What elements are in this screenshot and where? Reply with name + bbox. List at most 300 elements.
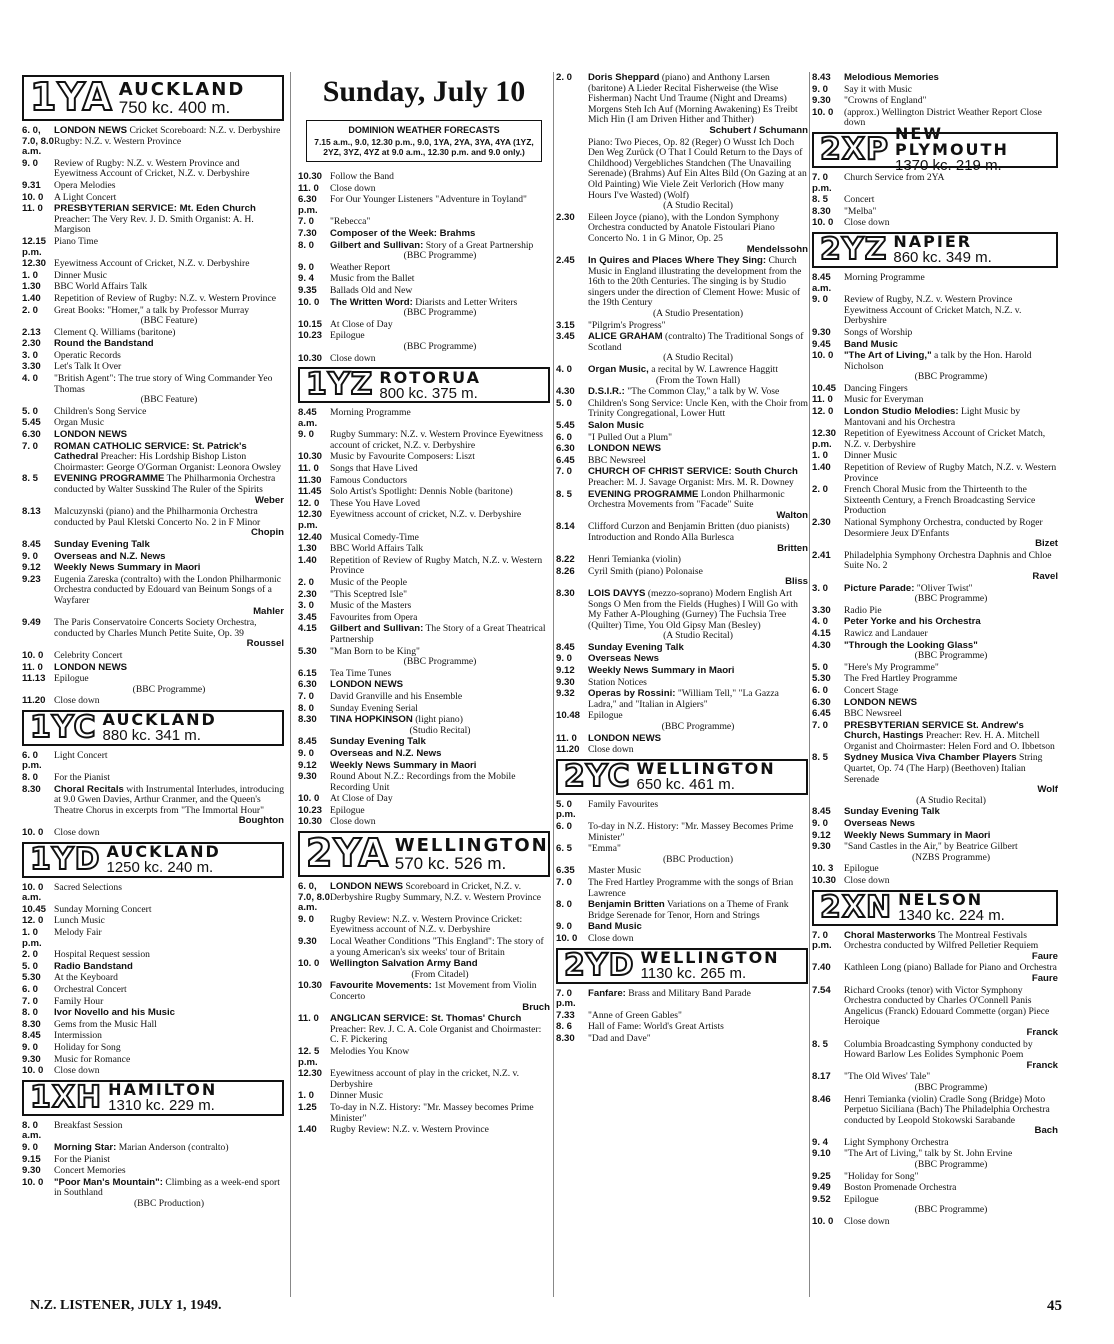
- programme-time: 2.30: [298, 588, 317, 600]
- programme-body: [330, 590, 550, 601]
- programme-credit: (A Studio Presentation): [652, 308, 744, 320]
- programme-details: Musical Comedy-Time: [330, 531, 419, 543]
- programme-entry: [22, 985, 284, 996]
- programme-entry: [298, 320, 550, 331]
- programme-time: 4.30: [556, 386, 575, 398]
- programme-body: [588, 666, 808, 677]
- programme-entry: [812, 641, 1058, 662]
- programme-details: "Holiday for Song": [844, 1170, 919, 1182]
- programme-body: [330, 544, 550, 555]
- programme-time: 9.12: [22, 562, 41, 574]
- programme-title: LONDON NEWS: [330, 679, 404, 691]
- programme-entry: [298, 817, 550, 828]
- programme-details: Close down: [54, 695, 100, 707]
- programme-credit: (NZBS Programme): [911, 851, 991, 863]
- programme-entry: [298, 692, 550, 703]
- programme-entry: [556, 456, 808, 467]
- programme-body: [588, 444, 808, 455]
- programme-details: Morning Programme: [330, 407, 411, 419]
- programme-time: 11. 0: [556, 732, 577, 744]
- programme-credit: (BBC Programme): [914, 371, 988, 383]
- programme-entry: [22, 339, 284, 350]
- programme-body: [330, 749, 550, 760]
- programme-entry: [812, 931, 1058, 963]
- programme-body: [330, 1091, 550, 1102]
- programme-body: [54, 507, 284, 539]
- programme-entry: [556, 365, 808, 386]
- weather-title: DOMINION WEATHER FORECASTS: [348, 125, 500, 135]
- programme-time: 9.49: [812, 1182, 831, 1194]
- programme-body: [844, 207, 1058, 218]
- programme-credit: (A Studio Recital): [663, 352, 733, 364]
- programme-details: Epilogue: [330, 330, 365, 342]
- programme-details: For Our Younger Listeners "Adventure in Toyland": [330, 194, 527, 206]
- station-city: WELLINGTON: [640, 948, 780, 968]
- programme-time: 8. 5: [812, 752, 829, 764]
- programme-entry: [22, 928, 284, 949]
- programme-body: [330, 1069, 550, 1090]
- programme-composer: Weber: [254, 494, 284, 506]
- programme-body: [54, 294, 284, 305]
- programme-body: [588, 399, 808, 420]
- programme-time: 9. 0: [22, 157, 39, 169]
- programme-time: 11. 0: [22, 203, 43, 215]
- column-3: [556, 72, 808, 1045]
- programme-entry: [298, 184, 550, 195]
- programme-entry: [556, 745, 808, 756]
- programme-details: Preacher: His Lordship Bishop Liston Choirmaster: George O'Gorman Organist: Leonora Owsley: [54, 451, 282, 473]
- programme-details: "Crowns of England": [844, 95, 927, 107]
- programme-entry: [298, 229, 550, 240]
- programme-composer: Bach: [1034, 1125, 1058, 1137]
- programme-credit: (BBC Feature): [140, 315, 198, 327]
- programme-entry: [298, 613, 550, 624]
- programme-entry: [298, 624, 550, 645]
- programme-time: 10.30: [298, 352, 323, 364]
- programme-body: [588, 934, 808, 945]
- programme-title: LONDON NEWS: [54, 661, 128, 673]
- programme-time: 10. 0: [22, 1176, 44, 1188]
- programme-details: Close down: [588, 932, 634, 944]
- station-city: NAPIER: [893, 232, 973, 252]
- programme-body: [588, 522, 808, 554]
- programme-entry: [298, 172, 550, 183]
- programme-body: [54, 126, 284, 158]
- programme-details: Cyril Smith (piano) Polonaise: [588, 565, 703, 577]
- programme-time: 4. 0: [22, 373, 39, 385]
- station-header: [556, 759, 808, 795]
- programme-time: 10. 0: [812, 1216, 834, 1228]
- programme-details: Preacher: The Very Rev. J. D. Smith Organist: A. H. Margison: [54, 213, 254, 236]
- programme-details: "Sand Castles in the Air," by Beatrice Gilbert: [844, 841, 1018, 853]
- programme-details: Preacher: Rev. J. C. A. Cole Organist and Choirmaster: C. F. Pickering: [330, 1023, 542, 1046]
- programme-details: National Symphony Orchestra, conducted by Roger Desormiere Jeux D'Enfants: [844, 517, 1043, 539]
- programme-body: [844, 485, 1058, 517]
- programme-time: 9. 0: [556, 921, 573, 933]
- programme-time: 3. 0: [22, 349, 39, 361]
- programme-entry: [22, 540, 284, 551]
- station-details: [377, 369, 548, 401]
- programme-entry: [812, 273, 1058, 294]
- programme-entry: [298, 1014, 550, 1046]
- programme-time: 7. 0: [298, 690, 315, 702]
- programme-list: [812, 73, 1058, 129]
- programme-details: Concert Memories: [54, 1165, 126, 1177]
- programme-entry: [298, 286, 550, 297]
- programme-title: Weekly News Summary in Maori: [844, 829, 991, 841]
- programme-details: Henri Temianka (violin): [588, 554, 681, 566]
- programme-time: 9. 4: [812, 1136, 829, 1148]
- programme-entry: [298, 1125, 550, 1136]
- programme-title: "Poor Man's Mountain":: [54, 1176, 163, 1188]
- programme-body: [844, 864, 1058, 875]
- programme-entry: [22, 374, 284, 406]
- station-frequency: 1310 kc. 229 m.: [108, 1097, 215, 1115]
- station-city: NEW PLYMOUTH: [895, 124, 1009, 160]
- programme-details: Holiday for Song: [54, 1041, 121, 1053]
- programme-title: Gilbert and Sullivan:: [330, 239, 424, 251]
- programme-title: Fanfare:: [588, 987, 626, 999]
- programme-details: Gems from the Music Hall: [54, 1018, 157, 1030]
- programme-time: 2. 0: [22, 304, 39, 316]
- programme-entry: [556, 989, 808, 1010]
- programme-entry: [22, 773, 284, 784]
- programme-body: [330, 499, 550, 510]
- station-frequency: 650 kc. 461 m.: [636, 776, 735, 794]
- station-callsign: 2YD: [564, 947, 635, 983]
- programme-entry: [298, 298, 550, 319]
- programme-entry: [812, 963, 1058, 984]
- programme-time: 8. 5: [556, 488, 573, 500]
- programme-entry: [556, 922, 808, 933]
- programme-time: 8.45 a.m.: [812, 271, 832, 294]
- programme-time: 10. 0: [22, 191, 44, 203]
- programme-list: [22, 883, 284, 1077]
- programme-time: 11.30: [298, 474, 322, 486]
- station-details: [105, 844, 283, 876]
- station-callsign: 1YC: [30, 709, 97, 745]
- programme-details: To-day in N.Z. History: "Mr. Massey Becomes Prime Minister": [588, 821, 794, 843]
- programme-time: 8.30: [22, 783, 41, 795]
- programme-time: 10.30: [298, 980, 323, 992]
- programme-body: [54, 1020, 284, 1031]
- programme-entry: [812, 1040, 1058, 1072]
- programme-time: 12.30 p.m.: [298, 509, 323, 532]
- programme-time: 7.54: [812, 984, 831, 996]
- programme-time: 8.17: [812, 1071, 831, 1083]
- programme-details: Boston Promenade Orchestra: [844, 1182, 957, 1194]
- programme-time: 7.40: [812, 962, 831, 974]
- programme-entry: [556, 73, 808, 137]
- programme-entry: [556, 1022, 808, 1033]
- programme-details: Richard Crooks (tenor) with Victor Symphony Orchestra conducted by Charles O'Connell Panis Angelicus (Franck) Edouard Commette (organ) Piece Heroique: [844, 984, 1050, 1028]
- programme-time: 10.23: [298, 804, 323, 816]
- programme-time: 11. 0: [298, 463, 319, 475]
- programme-credit: (BBC Programme): [661, 721, 735, 733]
- programme-details: Epilogue: [844, 1193, 879, 1205]
- programme-body: [844, 807, 1058, 818]
- programme-details: Morning Programme: [844, 271, 925, 283]
- programme-body: [54, 1155, 284, 1166]
- programme-details: Henri Temianka (violin) Cradle Song (Bridge) Moto Perpetuo Siciliana (Bach) The Philadelphia Orchestra conducted by Leopold Stokowski Sarabande: [844, 1093, 1050, 1126]
- programme-entry: [22, 663, 284, 674]
- programme-details: BBC Newsreel: [588, 454, 646, 466]
- programme-details: London Philharmonic Orchestra Movements from "Facade" Suite: [588, 488, 785, 511]
- programme-title: Band Music: [844, 338, 898, 350]
- programme-entry: [298, 499, 550, 510]
- programme-entry: [556, 900, 808, 921]
- programme-body: [54, 651, 284, 662]
- programme-details: Concert Stage: [844, 684, 899, 696]
- programme-details: Hall of Fame: World's Great Artists: [588, 1021, 724, 1033]
- programme-entry: [812, 674, 1058, 685]
- station-header: [22, 710, 284, 746]
- programme-entry: [556, 800, 808, 821]
- programme-time: 11. 0: [22, 661, 43, 673]
- station-frequency: 880 kc. 341 m.: [102, 727, 201, 745]
- programme-details: Eyewitness account of cricket, N.Z. v. Derbyshire: [330, 509, 522, 521]
- programme-body: [54, 916, 284, 927]
- station-header: [22, 1080, 284, 1116]
- column-4: [812, 72, 1058, 1228]
- programme-details: 1st Movement from Violin Concerto: [330, 980, 537, 1002]
- programme-body: [330, 195, 550, 216]
- station-callsign: 2XP: [820, 131, 889, 167]
- programme-entry: [298, 544, 550, 555]
- programme-time: 8.22: [556, 554, 575, 566]
- programme-credit: (BBC Programme): [403, 656, 477, 668]
- station-frequency: 1130 kc. 265 m.: [640, 965, 747, 983]
- programme-body: [330, 794, 550, 805]
- footer-publication: N.Z. LISTENER, JULY 1, 1949.: [30, 1298, 222, 1313]
- programme-list: [22, 751, 284, 839]
- programme-time: 9. 0: [22, 1141, 39, 1153]
- programme-time: 11. 0: [298, 182, 319, 194]
- programme-time: 6.30: [22, 429, 41, 441]
- programme-body: [330, 578, 550, 589]
- programme-time: 1. 0: [812, 450, 829, 462]
- programme-body: [54, 828, 284, 839]
- programme-entry: [22, 950, 284, 961]
- programme-entry: [556, 321, 808, 332]
- programme-entry: [556, 711, 808, 732]
- programme-details: The Story of a Great Theatrical Partnership: [330, 623, 546, 645]
- programme-body: [844, 842, 1058, 863]
- programme-time: 6. 0: [556, 821, 573, 832]
- programme-entry: [812, 842, 1058, 863]
- programme-details: Celebrity Concert: [54, 649, 123, 661]
- programme-details: Philadelphia Symphony Orchestra Daphnis and Chloe Suite No. 2: [844, 549, 1052, 572]
- programme-credit: (BBC Programme): [914, 1159, 988, 1171]
- programme-details: Close down: [844, 217, 890, 229]
- programme-body: [588, 73, 808, 137]
- programme-details: "Here's My Programme": [844, 661, 939, 673]
- programme-time: 8. 6: [556, 1021, 573, 1033]
- programme-entry: [22, 328, 284, 339]
- programme-entry: [298, 487, 550, 498]
- programme-time: 9.30: [22, 1165, 41, 1177]
- programme-time: 8. 0: [556, 899, 573, 911]
- programme-details: Family Favourites: [588, 798, 659, 810]
- programme-entry: [22, 237, 284, 258]
- programme-details: (light piano): [415, 714, 463, 726]
- programme-entry: [556, 522, 808, 554]
- programme-entry: [812, 663, 1058, 674]
- weather-forecast-box: [306, 120, 542, 162]
- programme-body: [54, 674, 284, 695]
- programme-body: [844, 1040, 1058, 1072]
- programme-list: [812, 273, 1058, 887]
- programme-title: Round the Bandstand: [54, 338, 154, 350]
- programme-time: 2.45: [556, 255, 575, 267]
- programme-list: [556, 73, 808, 756]
- programme-entry: [22, 351, 284, 362]
- programme-body: [54, 883, 284, 904]
- station-callsign: 1YD: [30, 841, 101, 877]
- programme-details: Epilogue: [844, 863, 879, 875]
- programme-entry: [812, 451, 1058, 462]
- programme-entry: [812, 295, 1058, 327]
- programme-entry: [22, 1155, 284, 1166]
- programme-time: 6.15: [298, 667, 317, 679]
- programme-body: [844, 351, 1058, 383]
- station-frequency: 1340 kc. 224 m.: [898, 907, 1005, 925]
- programme-entry: [812, 340, 1058, 351]
- programme-title: Composer of the Week: Brahms: [330, 227, 476, 239]
- programme-body: [54, 962, 284, 973]
- programme-entry: [298, 737, 550, 748]
- column-2: [298, 72, 550, 1136]
- programme-time: 7.30: [298, 227, 317, 239]
- programme-body: [330, 286, 550, 297]
- programme-title: Weekly News Summary in Maori: [330, 759, 477, 771]
- programme-details: Piano: Two Pieces, Op. 82 (Reger) O Wusst Ich Doch Den Weg Zurück (O That I Could Return to the Days of Childhood) Vergebliches Standchen (The Unavailing Serenade) (Brahms) Auf Ein Altes Bild (On Gazing at an Old Painting) Wie Viele Zeit Verlorich (How many Hours I've Wasted) (Wolf): [588, 136, 807, 201]
- programme-entry: [22, 1031, 284, 1042]
- programme-body: [54, 928, 284, 949]
- station-city: AUCKLAND: [118, 78, 246, 100]
- programme-time: 2. 0: [298, 577, 315, 588]
- programme-entry: [22, 126, 284, 158]
- programme-entry: [298, 556, 550, 577]
- programme-time: 5. 0 p.m.: [556, 798, 576, 821]
- programme-details: Tea Time Tunes: [330, 667, 392, 679]
- programme-body: [588, 689, 808, 710]
- programme-time: 8. 5: [22, 473, 39, 485]
- programme-body: [54, 442, 284, 474]
- programme-title: LONDON NEWS: [54, 125, 128, 136]
- programme-details: Eyewitness account of play in the cricket, N.Z. v. Derbyshire: [330, 1068, 520, 1090]
- column-1: [22, 72, 284, 1209]
- programme-details: a talk by the Hon. Harold Nicholson: [844, 350, 1032, 372]
- programme-details: Close down: [330, 352, 376, 364]
- programme-details: These You Have Loved: [330, 497, 421, 509]
- programme-body: [330, 882, 550, 914]
- programme-composer: Franck: [1026, 1026, 1058, 1038]
- station-header: [22, 75, 284, 121]
- programme-body: [588, 989, 808, 1010]
- programme-entry: [812, 218, 1058, 229]
- programme-time: 9. 4: [298, 273, 315, 285]
- programme-time: 9.32: [556, 688, 575, 700]
- programme-details: The Paris Conservatoire Concerts Society Orchestra, conducted by Charles Munch Petite Suite, Op. 39: [54, 617, 257, 639]
- programme-credit: (BBC Programme): [403, 340, 477, 352]
- programme-entry: [298, 1091, 550, 1102]
- programme-time: 4. 0: [556, 364, 573, 376]
- programme-details: Close down: [330, 182, 376, 194]
- programme-body: [844, 663, 1058, 674]
- programme-body: [844, 73, 1058, 84]
- station-details: [393, 833, 549, 875]
- programme-details: Clement Q. Williams (baritone): [54, 326, 176, 338]
- programme-time: 8.30: [556, 1032, 575, 1044]
- programme-details: "I Pulled Out a Plum": [588, 431, 673, 443]
- programme-body: [330, 915, 550, 936]
- programme-entry: [812, 85, 1058, 96]
- programme-title: TINA HOPKINSON: [330, 714, 413, 726]
- programme-entry: [22, 474, 284, 506]
- programme-body: [844, 1172, 1058, 1183]
- programme-entry: [812, 195, 1058, 206]
- programme-title: ALICE GRAHAM: [588, 331, 663, 343]
- programme-title: Favourite Movements:: [330, 980, 432, 992]
- programme-title: EVENING PROGRAMME: [588, 488, 699, 500]
- programme-details: Close down: [54, 1065, 100, 1077]
- programme-time: 9.49: [22, 617, 41, 629]
- programme-time: 8. 0 a.m.: [22, 1119, 42, 1142]
- programme-entry: [556, 878, 808, 899]
- programme-entry: [556, 387, 808, 398]
- station-details: [635, 761, 806, 793]
- programme-credit: (BBC Production): [133, 1197, 205, 1209]
- programme-entry: [22, 751, 284, 772]
- programme-entry: [812, 1138, 1058, 1149]
- programme-body: [588, 213, 808, 255]
- programme-time: 10.45: [22, 903, 47, 915]
- programme-details: BBC World Affairs Talk: [54, 281, 148, 293]
- programme-time: 8.14: [556, 521, 575, 533]
- programme-details: Ballads Old and New: [330, 284, 413, 296]
- programme-time: 6.30 p.m.: [298, 194, 318, 216]
- programme-time: 7. 0: [22, 995, 39, 1007]
- programme-time: 9. 0: [298, 429, 315, 441]
- programme-details: Melody Fair: [54, 927, 102, 938]
- programme-entry: [22, 973, 284, 984]
- programme-time: 9. 0: [812, 83, 829, 95]
- programme-details: a recital by W. Lawrence Haggitt: [651, 364, 778, 376]
- programme-entry: [22, 785, 284, 827]
- programme-body: [54, 237, 284, 258]
- programme-entry: [812, 584, 1058, 605]
- programme-details: Church Music in England illustrating the development from the 16th to the 20th Centuries. The singing is by Studio singers under the direction of Clement Howe: Music of the 19th Century: [588, 255, 802, 309]
- programme-body: [844, 753, 1058, 806]
- programme-entry: [812, 207, 1058, 218]
- programme-time: 8.45 a.m.: [298, 407, 318, 429]
- programme-entry: [22, 651, 284, 662]
- programme-title: Choral Recitals: [54, 783, 124, 795]
- programme-title: LONDON NEWS: [54, 429, 128, 441]
- programme-time: 9.10: [812, 1148, 831, 1160]
- programme-details: Epilogue: [330, 804, 365, 816]
- programme-details: The Philharmonia Orchestra conducted by Walter Susskind The Ruler of the Spirits: [54, 473, 276, 495]
- programme-credit: (BBC Feature): [140, 394, 198, 406]
- programme-entry: [22, 552, 284, 563]
- programme-time: 9.52: [812, 1193, 831, 1205]
- programme-time: 9.30: [556, 676, 575, 688]
- programme-time: 1. 0 p.m.: [22, 927, 42, 949]
- programme-entry: [556, 433, 808, 444]
- programme-body: [54, 950, 284, 961]
- programme-body: [844, 1149, 1058, 1170]
